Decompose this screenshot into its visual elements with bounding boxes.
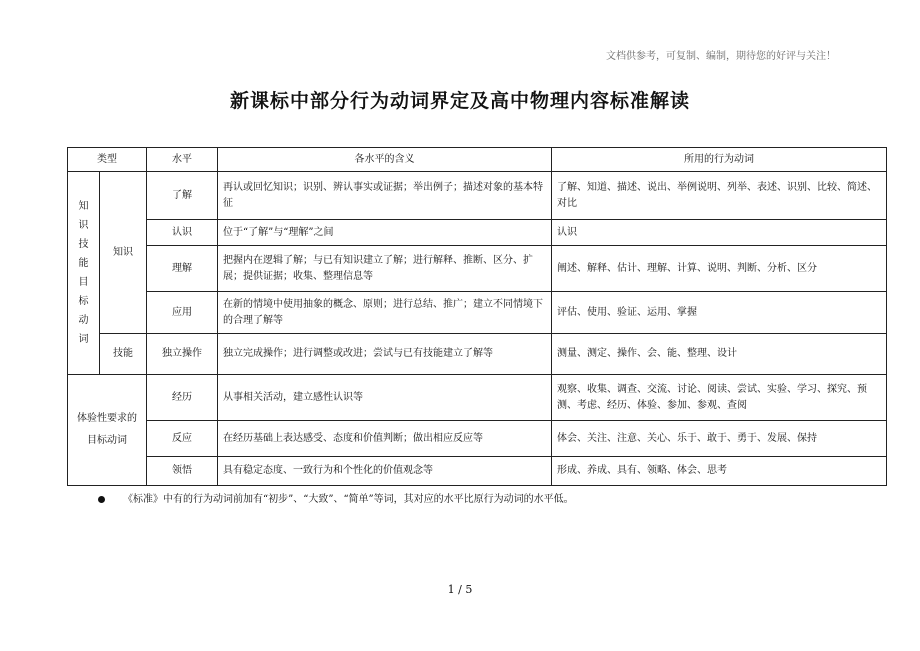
meaning-cell: 具有稳定态度、一致行为和个性化的价值观念等 [218, 457, 552, 486]
experience-group-cell [68, 375, 147, 486]
experience-group-label: 体验性要求的目标动词 [77, 413, 137, 446]
meaning-cell: 再认或回忆知识；识别、辨认事实或证据；举出例子；描述对象的基本特征 [218, 172, 552, 220]
bullet-icon [98, 496, 105, 503]
header-meaning: 各水平的含义 [218, 148, 552, 172]
level-cell: 经历 [147, 375, 218, 421]
table-row [68, 375, 887, 421]
table-row [68, 220, 887, 246]
table-row [68, 457, 887, 486]
table-row [68, 421, 887, 457]
footnote [98, 490, 574, 505]
table-row [68, 334, 887, 375]
level-cell: 了解 [147, 172, 218, 220]
verbs-cell: 了解、知道、描述、说出、举例说明、列举、表述、识别、比较、简述、对比 [552, 172, 887, 220]
verbs-cell: 测量、测定、操作、会、能、整理、设计 [552, 334, 887, 375]
table-header-row [68, 148, 887, 172]
header-verbs: 所用的行为动词 [552, 148, 887, 172]
verbs-cell: 评估、使用、验证、运用、掌握 [552, 292, 887, 334]
footnote-text: 《标准》中有的行为动词前加有“初步”、“大致”、“简单”等词，其对应的水平比原行为动词的水平低。 [123, 494, 574, 505]
level-cell: 独立操作 [147, 334, 218, 375]
table-row [68, 292, 887, 334]
meaning-cell: 把握内在逻辑了解；与已有知识建立了解；进行解释、推断、区分、扩展；提供证据；收集、整理信息等 [218, 246, 552, 292]
page-number: 1 / 5 [447, 583, 473, 596]
level-cell: 认识 [147, 220, 218, 246]
header-type: 类型 [68, 148, 147, 172]
page-header-note: 文档供参考，可复制、编制，期待您的好评与关注！ [606, 51, 836, 62]
verbs-cell: 形成、养成、具有、领略、体会、思考 [552, 457, 887, 486]
level-cell: 应用 [147, 292, 218, 334]
verbs-cell: 阐述、解释、估计、理解、计算、说明、判断、分析、区分 [552, 246, 887, 292]
meaning-cell: 位于“了解”与“理解”之间 [218, 220, 552, 246]
table-row [68, 172, 887, 220]
header-level: 水平 [147, 148, 218, 172]
verbs-cell: 体会、关注、注意、关心、乐于、敢于、勇于、发展、保持 [552, 421, 887, 457]
verbs-cell: 观察、收集、调查、交流、讨论、阅读、尝试、实验、学习、探究、预测、考虑、经历、体验、参加、参观、查阅 [552, 375, 887, 421]
verbs-cell: 认识 [552, 220, 887, 246]
level-cell: 反应 [147, 421, 218, 457]
level-cell: 领悟 [147, 457, 218, 486]
document-title: 新课标中部分行为动词界定及高中物理内容标准解读 [229, 90, 690, 112]
meaning-cell: 独立完成操作；进行调整或改进；尝试与已有技能建立了解等 [218, 334, 552, 375]
meaning-cell: 从事相关活动，建立感性认识等 [218, 375, 552, 421]
table-row [68, 246, 887, 292]
knowledge-group-label: 知识技能目标动词 [78, 201, 89, 345]
knowledge-group-cell [68, 172, 100, 375]
knowledge-sub-label: 知识 [100, 172, 147, 334]
level-cell: 理解 [147, 246, 218, 292]
meaning-cell: 在经历基础上表达感受、态度和价值判断；做出相应反应等 [218, 421, 552, 457]
skill-sub-label: 技能 [100, 334, 147, 375]
action-verb-table [67, 147, 887, 486]
meaning-cell: 在新的情境中使用抽象的概念、原则；进行总结、推广；建立不同情境下的合理了解等 [218, 292, 552, 334]
